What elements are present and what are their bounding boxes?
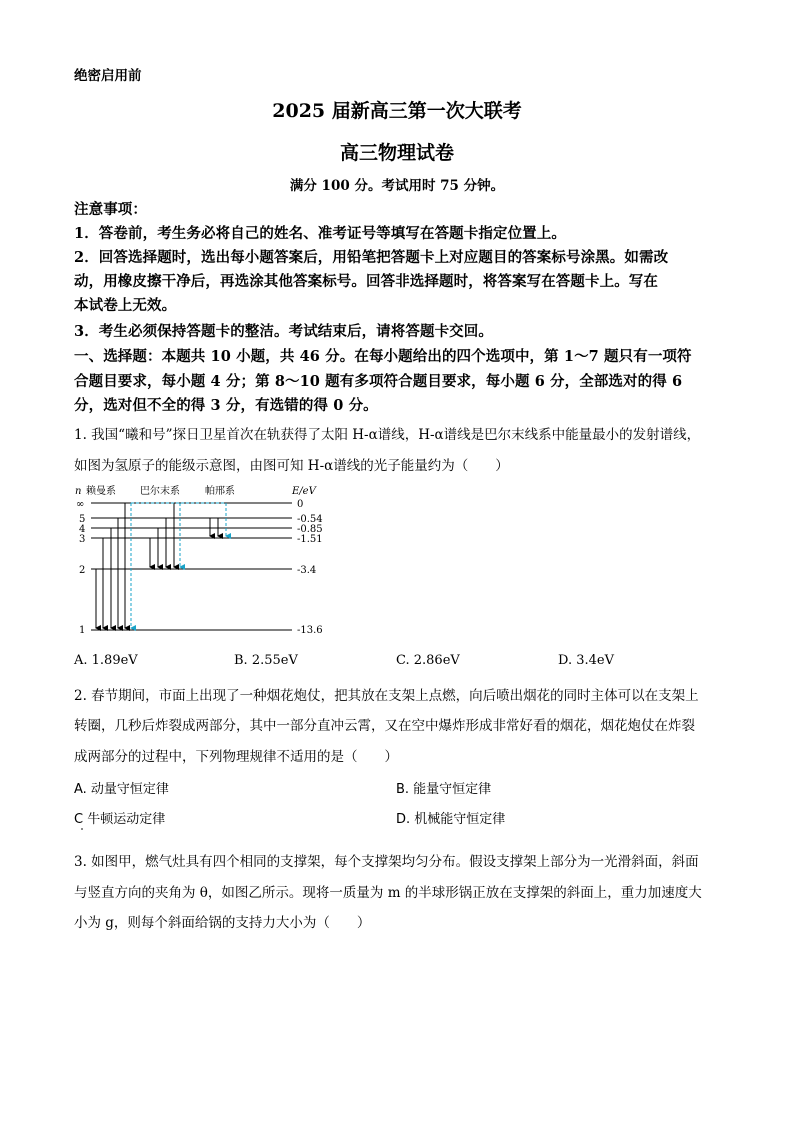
section-instructions: 分，选对但不全的得 3 分，有选错的得 0 分。: [74, 397, 378, 414]
question-2-text: 2. 春节期间，市面上出现了一种烟花炮仗，把其放在支架上点燃，向后喷出烟花的同时主体可以在支架上: [74, 688, 699, 704]
balmer-series-label: 巴尔末系: [140, 486, 180, 497]
exam-title: 2025 届新高三第一次大联考: [272, 100, 522, 122]
notice-heading: 注意事项：: [74, 201, 147, 218]
option-d[interactable]: D. 3.4eV: [558, 653, 614, 668]
energy-axis-label: E/eV: [292, 486, 316, 497]
paschen-series-label: 帕邢系: [205, 486, 235, 497]
level-energy-label: -13.6: [297, 625, 323, 636]
option-a[interactable]: A. 1.89eV: [74, 653, 138, 668]
notice-item: 1．答卷前，考生务必将自己的姓名、准考证号等填写在答题卡指定位置上。: [74, 225, 566, 242]
level-n-label: 4: [79, 524, 86, 535]
notice-item: 动，用橡皮擦干净后，再选涂其他答案标号。回答非选择题时，将答案写在答题卡上。写在: [74, 273, 658, 290]
level-n-label: ∞: [76, 499, 85, 510]
question-3-text: 与竖直方向的夹角为 θ，如图乙所示。现将一质量为 m 的半球形锅正放在支撑架的斜面上，重力加速度大: [74, 885, 702, 901]
score-time-info: 满分 100 分。考试用时 75 分钟。: [289, 178, 505, 194]
exam-subtitle: 高三物理试卷: [339, 142, 454, 164]
option-d[interactable]: D. 机械能守恒定律: [396, 812, 506, 827]
level-energy-label: -1.51: [297, 534, 323, 545]
option-c[interactable]: C. 2.86eV: [396, 653, 460, 668]
question-2-text: 转圈，几秒后炸裂成两部分，其中一部分直冲云霄，又在空中爆炸形成非常好看的烟花，烟花炮仗在炸裂: [74, 718, 695, 734]
lyman-series-label: 赖曼系: [86, 486, 116, 497]
question-1-text: 如图为氢原子的能级示意图，由图可知 H-α谱线的光子能量约为（ ）: [74, 458, 509, 474]
option-a[interactable]: A. 动量守恒定律: [74, 782, 169, 797]
level-energy-label: 0: [297, 499, 304, 510]
notice-item: 2．回答选择题时，选出每小题答案后，用铅笔把答题卡上对应题目的答案标号涂黑。如需改: [74, 249, 669, 266]
level-energy-label: -0.85: [297, 524, 323, 535]
level-n-label: 5: [79, 514, 86, 525]
level-n-label: 2: [79, 565, 86, 576]
level-energy-label: -0.54: [297, 514, 323, 525]
stray-dot: [81, 828, 83, 830]
option-b[interactable]: B. 能量守恒定律: [396, 782, 492, 797]
n-axis-label: n: [75, 486, 82, 497]
level-n-label: 3: [79, 534, 86, 545]
level-n-label: 1: [79, 625, 86, 636]
question-3-text: 3. 如图甲，燃气灶具有四个相同的支撑架，每个支撑架均匀分布。假设支撑架上部分为一光滑斜面，斜面: [74, 854, 699, 870]
confidential-label: 绝密启用前: [74, 68, 142, 84]
question-2-text: 成两部分的过程中，下列物理规律不适用的是（ ）: [74, 749, 398, 765]
section-instructions: 一、选择题：本题共 10 小题，共 46 分。在每小题给出的四个选项中，第 1～7 题只有一项符: [74, 348, 692, 365]
option-b[interactable]: B. 2.55eV: [234, 653, 298, 668]
option-c[interactable]: C 牛顿运动定律: [74, 812, 166, 827]
level-energy-label: -3.4: [297, 565, 317, 576]
question-3-text: 小为 g，则每个斜面给锅的支持力大小为（ ）: [74, 915, 371, 931]
section-instructions: 合题目要求，每小题 4 分；第 8～10 题有多项符合题目要求，每小题 6 分，全部选对的得 6: [74, 373, 683, 390]
question-1-text: 1. 我国“曦和号”探日卫星首次在轨获得了太阳 H-α谱线，H-α谱线是巴尔末线系中能量最小的发射谱线，: [74, 427, 701, 443]
notice-item: 本试卷上无效。: [74, 297, 177, 314]
notice-item: 3．考生必须保持答题卡的整洁。考试结束后，请将答题卡交回。: [74, 323, 493, 340]
hydrogen-energy-level-diagram: [70, 482, 360, 644]
